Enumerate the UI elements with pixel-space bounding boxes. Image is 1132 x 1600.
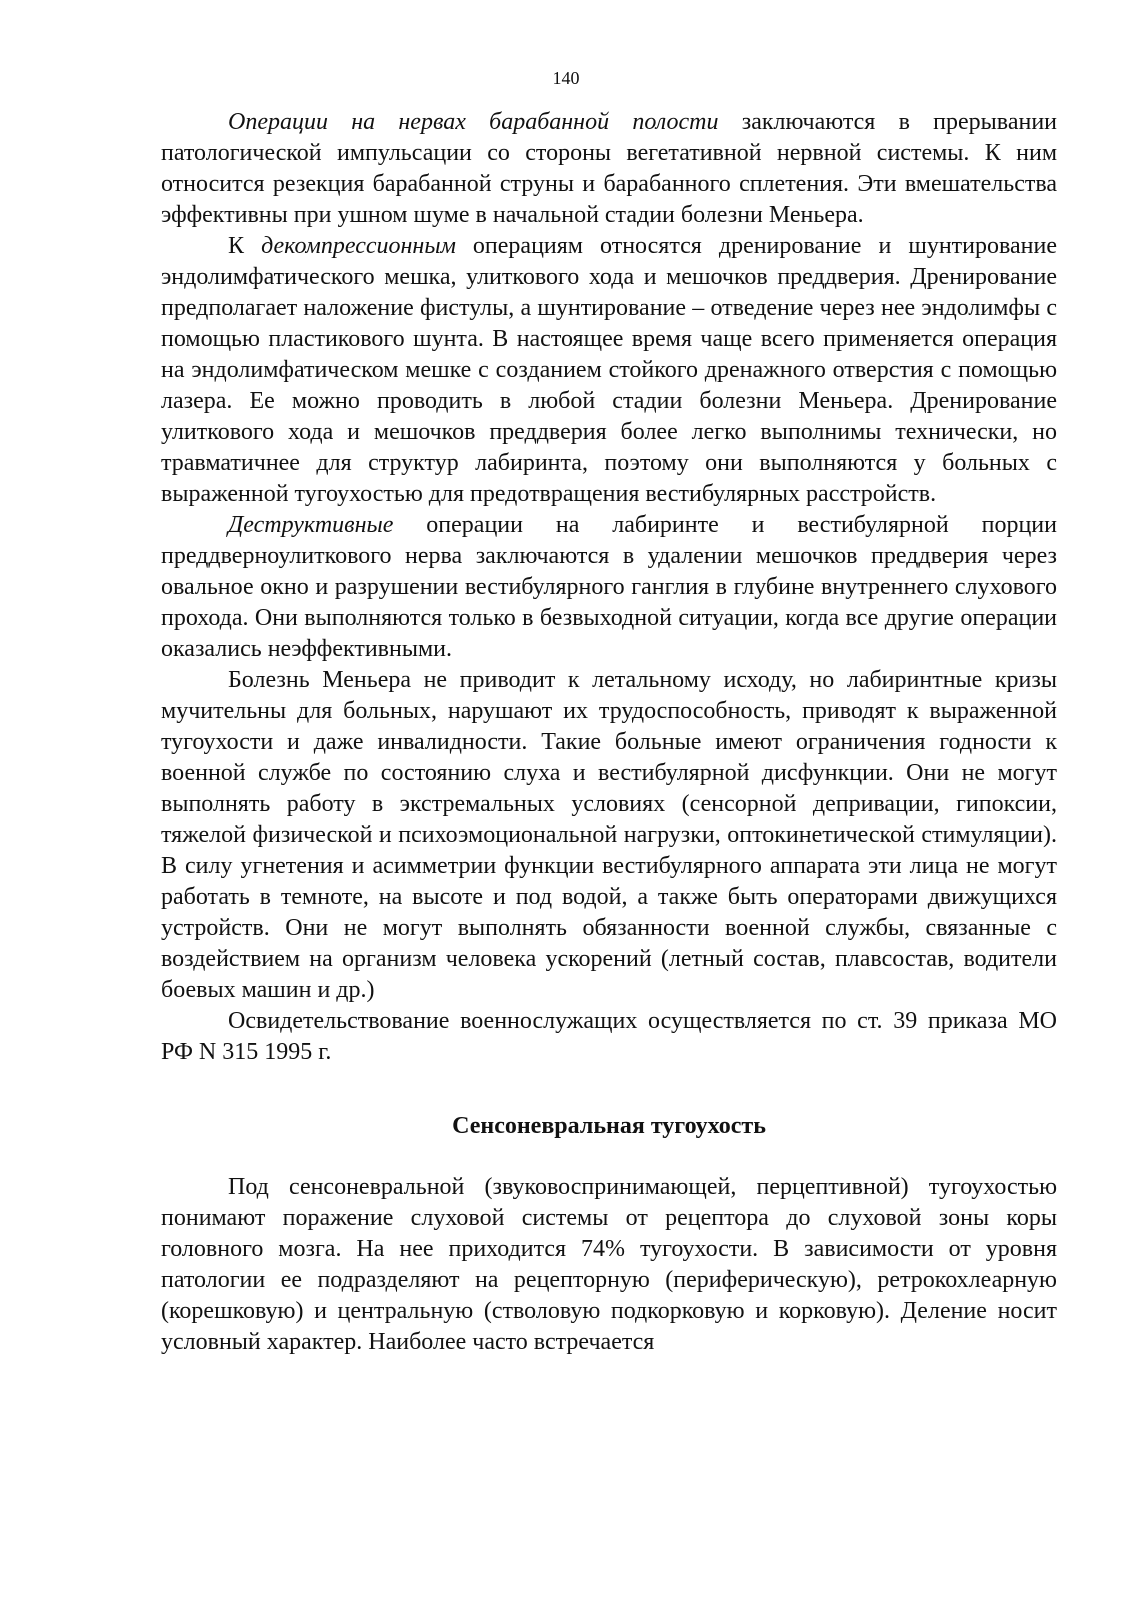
paragraph-sensorineural-definition (161, 1172, 1057, 1358)
paragraph-text: операции на лабиринте и вестибулярной порции преддверноулиткового нерва заключаются в удалении мешочков преддверия через овальное окно и разрушении вестибулярного ганглия в глубине внутреннего слухового прохода. Они выполняются только в безвыходной ситуации, когда все другие операции оказались неэффективными. (161, 512, 1057, 662)
paragraph-meniere-prognosis (161, 665, 1057, 1006)
paragraph-text: заключаются в прерывании патологической импульсации со стороны вегетативной нервной системы. К ним относится резекция барабанной струны и барабанного сплетения. Эти вмешательства эффективны при ушном шуме в начальной стадии болезни Меньера. (161, 109, 1058, 228)
italic-term: Операции на нервах барабанной полости (228, 109, 719, 135)
paragraph-decompression-operations (161, 231, 1057, 510)
paragraph-certification (161, 1006, 1057, 1068)
paragraph-text: Болезнь Меньера не приводит к летальному исходу, но лабиринтные кризы мучительны для больных, нарушают их трудоспособность, приводят к выраженной тугоухости и даже инвалидности. Такие больные имеют ограничения годности к военной службе по состоянию слуха и вестибулярной дисфункции. Они не могут выполнять работу в экстремальных условиях (сенсорной депривации, гипоксии, тяжелой физической и психоэмоциональной нагрузки, оптокинетической стимуляции). В силу угнетения и асимметрии функции вестибулярного аппарата эти лица не могут работать в темноте, на высоте и под водой, а также быть операторами движущихся устройств. Они не могут выполнять обязанности военной службы, связанные с воздействием на организм человека ускорений (летный состав, плавсостав, водители боевых машин и др.) (161, 667, 1057, 1003)
page-number: 140 (552, 68, 580, 88)
italic-term: декомпрессионным (261, 233, 456, 259)
italic-term: Деструктивные (228, 512, 394, 538)
document-body (161, 107, 1057, 1358)
section-heading: Сенсоневральная тугоухость (452, 1113, 766, 1139)
paragraph-lead: К (228, 233, 262, 259)
paragraph-text: операциям относятся дренирование и шунтирование эндолимфатического мешка, улиткового хода и мешочков преддверия. Дренирование предполагает наложение фистулы, а шунтирование – отведение через нее эндолимфы с помощью пластикового шунта. В настоящее время чаще всего применяется операция на эндолимфатическом мешке с созданием стойкого дренажного отверстия с помощью лазера. Ее можно проводить в любой стадии болезни Меньера. Дренирование улиткового хода и мешочков преддверия более легко выполнимы технически, но травматичнее для структур лабиринта, поэтому они выполняются у больных с выраженной тугоухостью для предотвращения вестибулярных расстройств. (161, 233, 1058, 507)
paragraph-destructive-operations (161, 510, 1057, 665)
paragraph-text: Под сенсоневральной (звуковоспринимающей, перцептивной) тугоухостью понимают поражение слуховой системы от рецептора до слуховой зоны коры головного мозга. На нее приходится 74% тугоухости. В зависимости от уровня патологии ее подразделяют на рецепторную (периферическую), ретрокохлеарную (корешковую) и центральную (стволовую подкорковую и корковую). Деление носит условный характер. Наиболее часто встречается (161, 1174, 1057, 1355)
paragraph-nerve-operations (161, 107, 1057, 231)
paragraph-text: Освидетельствование военнослужащих осуществляется по ст. 39 приказа МО РФ N 315 1995 г. (161, 1008, 1057, 1065)
